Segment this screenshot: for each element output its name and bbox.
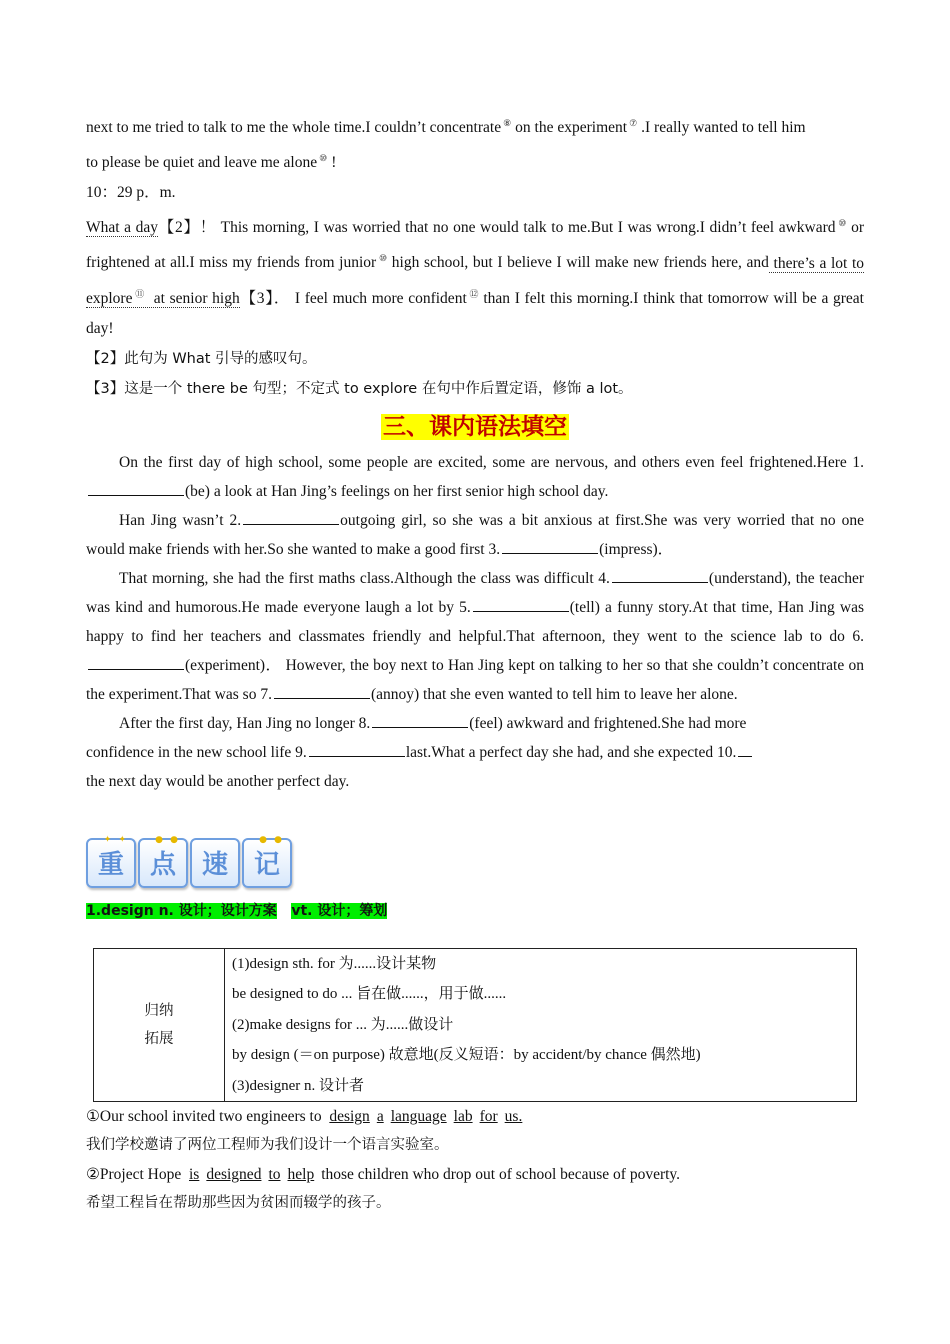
table-row: by design (＝on purpose) 故意地(反义短语：by accident/by chance 偶然地) bbox=[232, 1047, 701, 1064]
banner-badge: ● ● 记 bbox=[242, 838, 292, 888]
table-row: be designed to do ... 旨在做......，用于做...... bbox=[232, 986, 507, 1003]
blank-2[interactable] bbox=[243, 508, 339, 525]
example-1: ①Our school invited two engineers to design a language lab for us. bbox=[86, 1108, 523, 1126]
table-row: (2)make designs for ... 为......做设计 bbox=[232, 1016, 454, 1033]
intro-line-1: next to me tried to talk to me the whole time.I couldn’t concentrate ⑧ on the experiment ⑦ .I really wanted to tell him bbox=[86, 118, 806, 137]
blank-5[interactable] bbox=[473, 595, 569, 612]
blank-9[interactable] bbox=[309, 740, 405, 757]
footnote-marker: ⑫ bbox=[468, 288, 480, 299]
examples bbox=[86, 1102, 864, 1218]
sparkle-icon: ● ● bbox=[259, 834, 284, 845]
blank-7[interactable] bbox=[274, 682, 370, 699]
footnote-marker: ⑪ bbox=[134, 288, 146, 299]
banner-badge: ✦ ✦ 重 bbox=[86, 838, 136, 888]
example-2-translation: 希望工程旨在帮助那些因为贫困而辍学的孩子。 bbox=[86, 1195, 391, 1212]
vocab-heading: 1.design n. 设计；设计方案 vt. 设计；筹划 bbox=[86, 902, 388, 919]
cloze-paragraph-4-end: the next day would be another perfect day. bbox=[86, 772, 350, 790]
blank-6[interactable] bbox=[88, 653, 184, 670]
table-row: (1)design sth. for 为......设计某物 bbox=[232, 955, 437, 972]
key-points-banner bbox=[86, 834, 864, 894]
table-content-cell bbox=[225, 948, 857, 1102]
intro-line-2: to please be quiet and leave me alone ⑩ ! bbox=[86, 153, 337, 172]
footnote-marker: ⑩ bbox=[378, 253, 388, 264]
sparkle-icon: ✦ ✦ bbox=[103, 834, 128, 845]
footnote-marker: ⑩ bbox=[319, 153, 328, 164]
note-2: 【2】此句为 What 引导的感叹句。 bbox=[86, 350, 317, 367]
section-title: 三、课内语法填空 bbox=[383, 413, 567, 440]
blank-1[interactable] bbox=[88, 479, 184, 496]
document-page bbox=[86, 108, 864, 1218]
blank-8[interactable] bbox=[372, 711, 468, 728]
annotated-phrase: there’s a lot to explore ⑪ at senior high bbox=[86, 254, 864, 307]
annotated-phrase: What a day bbox=[86, 219, 159, 237]
blank-10[interactable] bbox=[738, 740, 752, 757]
summary-table bbox=[93, 948, 857, 1103]
diary-paragraph: What a day【2】！ This morning, I was worried that no one would talk to me.But I was wrong.I didn’t feel awkward ⑩ or frightened at all.I miss my friends from junior ⑩ high school, but I believe I will make new friends here, and there’s a lot to explore ⑪ at senior high【3】． I feel much more confident ⑫ than I felt this morning.I think that tomorrow will be a great day! bbox=[86, 218, 864, 337]
example-2: ②Project Hope is designed to help those children who drop out of school because of poverty. bbox=[86, 1166, 681, 1184]
footnote-marker: ⑩ bbox=[837, 218, 848, 229]
table-row: (3)designer n. 设计者 bbox=[232, 1077, 365, 1094]
cloze-paragraph-2: Han Jing wasn’t 2. outgoing girl, so she was a bit anxious at first.She was very worried that no one would make friends with her.So she wanted to make a good first 3. (impress)． bbox=[86, 506, 864, 564]
table-label-cell: 归纳 拓展 bbox=[94, 948, 225, 1102]
cloze-paragraph-3: That morning, she had the first maths class.Although the class was difficult 4. (understand), the teacher was kind and humorous.He made everyone laugh a lot by 5. (tell) a funny story.At that time, Han Jing was happy to find her teachers and classmates friendly and helpful.That afternoon, they went to the science lab to do 6.(experiment)． However, the boy next to Han Jing kept on talking to her so that she couldn’t concentrate on the experiment.That was so 7. (annoy) that she even wanted to tell him to leave her alone. bbox=[86, 564, 864, 709]
sparkle-icon: ● ● bbox=[155, 834, 180, 845]
cloze-paragraph-1: On the first day of high school, some people are excited, some are nervous, and others even feel frightened.Here 1.(be) a look at Han Jing’s feelings on her first senior high school day. bbox=[86, 448, 864, 506]
banner-badge: 速 bbox=[190, 838, 240, 888]
diary-time: 10：29 p．m. bbox=[86, 184, 176, 202]
cloze-paragraph-4-cont: confidence in the new school life 9. last.What a perfect day she had, and she expected 10. bbox=[86, 738, 864, 767]
footnote-marker: ⑦ bbox=[629, 118, 638, 128]
note-3: 【3】这是一个 there be 句型；不定式 to explore 在句中作后置定语，修饰 a lot。 bbox=[86, 380, 633, 397]
cloze-paragraph-4: After the first day, Han Jing no longer 8. (feel) awkward and frightened.She had more bbox=[86, 709, 864, 738]
banner-badge: ● ● 点 bbox=[138, 838, 188, 888]
footnote-marker: ⑧ bbox=[503, 118, 512, 128]
example-1-translation: 我们学校邀请了两位工程师为我们设计一个语言实验室。 bbox=[86, 1137, 449, 1154]
blank-4[interactable] bbox=[612, 566, 708, 583]
blank-3[interactable] bbox=[502, 537, 598, 554]
